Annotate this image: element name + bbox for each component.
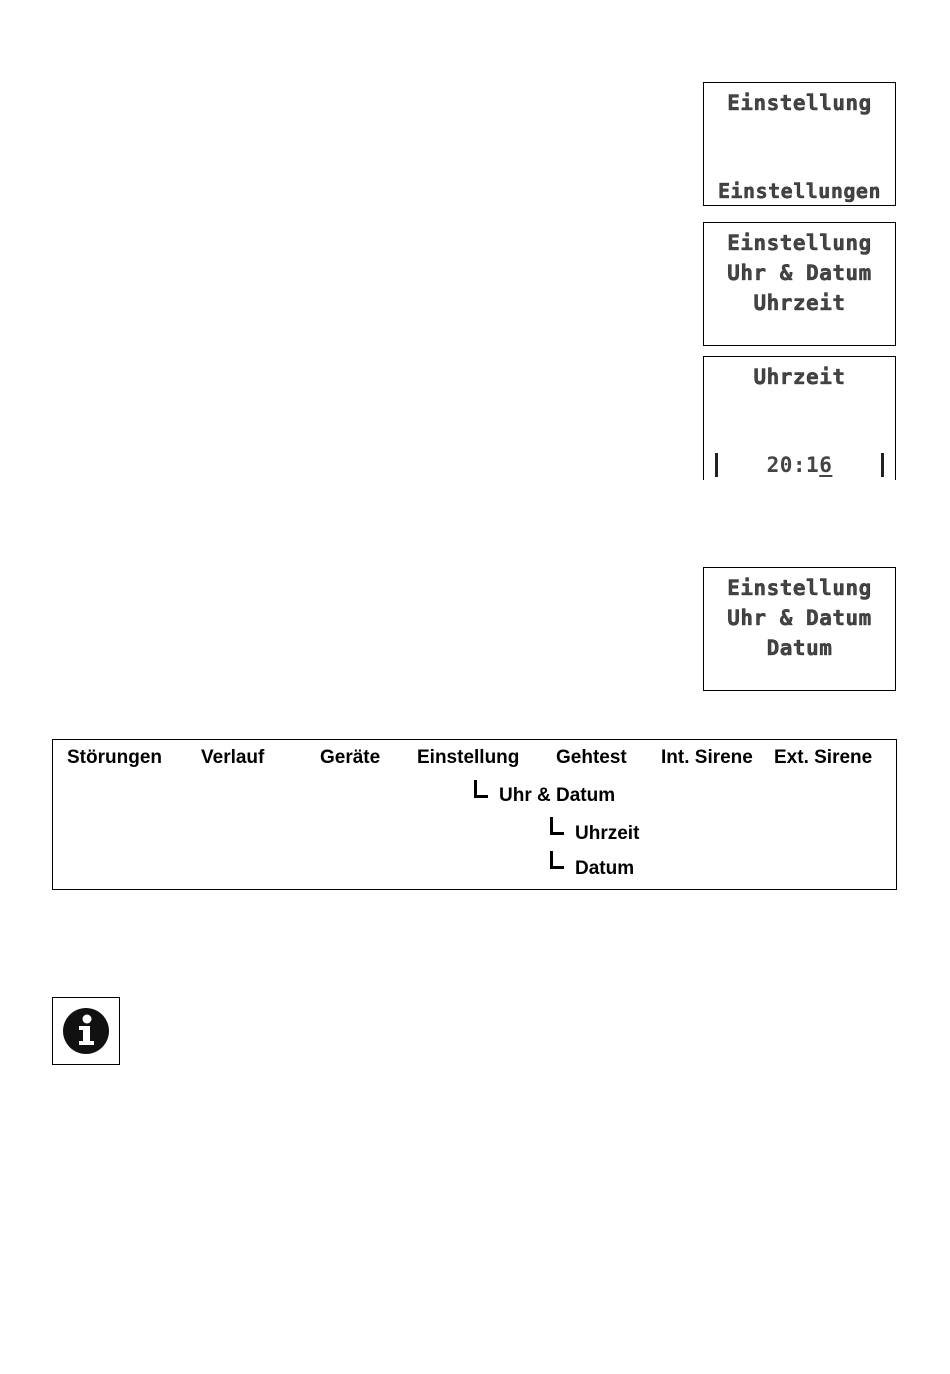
time-cursor-digit: 6 [819,453,833,477]
lcd-line-3: Uhrzeit [753,291,846,315]
menu-item-einstellung: Einstellung [417,747,520,768]
time-edit-row [704,453,895,479]
lcd-line-3: Datum [766,636,833,660]
lcd-title: Einstellung [727,91,872,115]
time-value [704,453,895,477]
sub-item-uhrzeit: Uhrzeit [575,823,640,844]
branch-connector [550,817,564,835]
lcd-bottom-line: Einstellungen [717,179,882,203]
info-icon [61,1006,111,1056]
menu-item-gehtest: Gehtest [556,747,627,768]
menu-item-stoerungen: Störungen [67,747,162,768]
branch-connector [474,780,488,798]
lcd-screen-clock-time [703,222,896,346]
menu-item-geraete: Geräte [320,747,381,768]
lcd-title: Uhrzeit [753,365,846,389]
menu-item-verlauf: Verlauf [201,747,265,768]
right-bar [881,453,884,477]
lcd-line-2: Uhr & Datum [727,261,872,285]
lcd-title: Einstellung [727,231,872,255]
info-box [52,997,120,1065]
lcd-screen-clock-date [703,567,896,691]
lcd-screen-time-edit [703,356,896,480]
sub-item-datum: Datum [575,858,635,879]
menu-item-int-sirene: Int. Sirene [661,747,753,768]
lcd-title: Einstellung [727,576,872,600]
lcd-screen-settings [703,82,896,206]
sub-item-uhr-datum: Uhr & Datum [499,785,616,806]
lcd-line-2: Uhr & Datum [727,606,872,630]
time-prefix: 20:1 [766,453,820,477]
menu-tree [52,739,897,890]
branch-connector [550,851,564,869]
menu-item-ext-sirene: Ext. Sirene [774,747,873,768]
